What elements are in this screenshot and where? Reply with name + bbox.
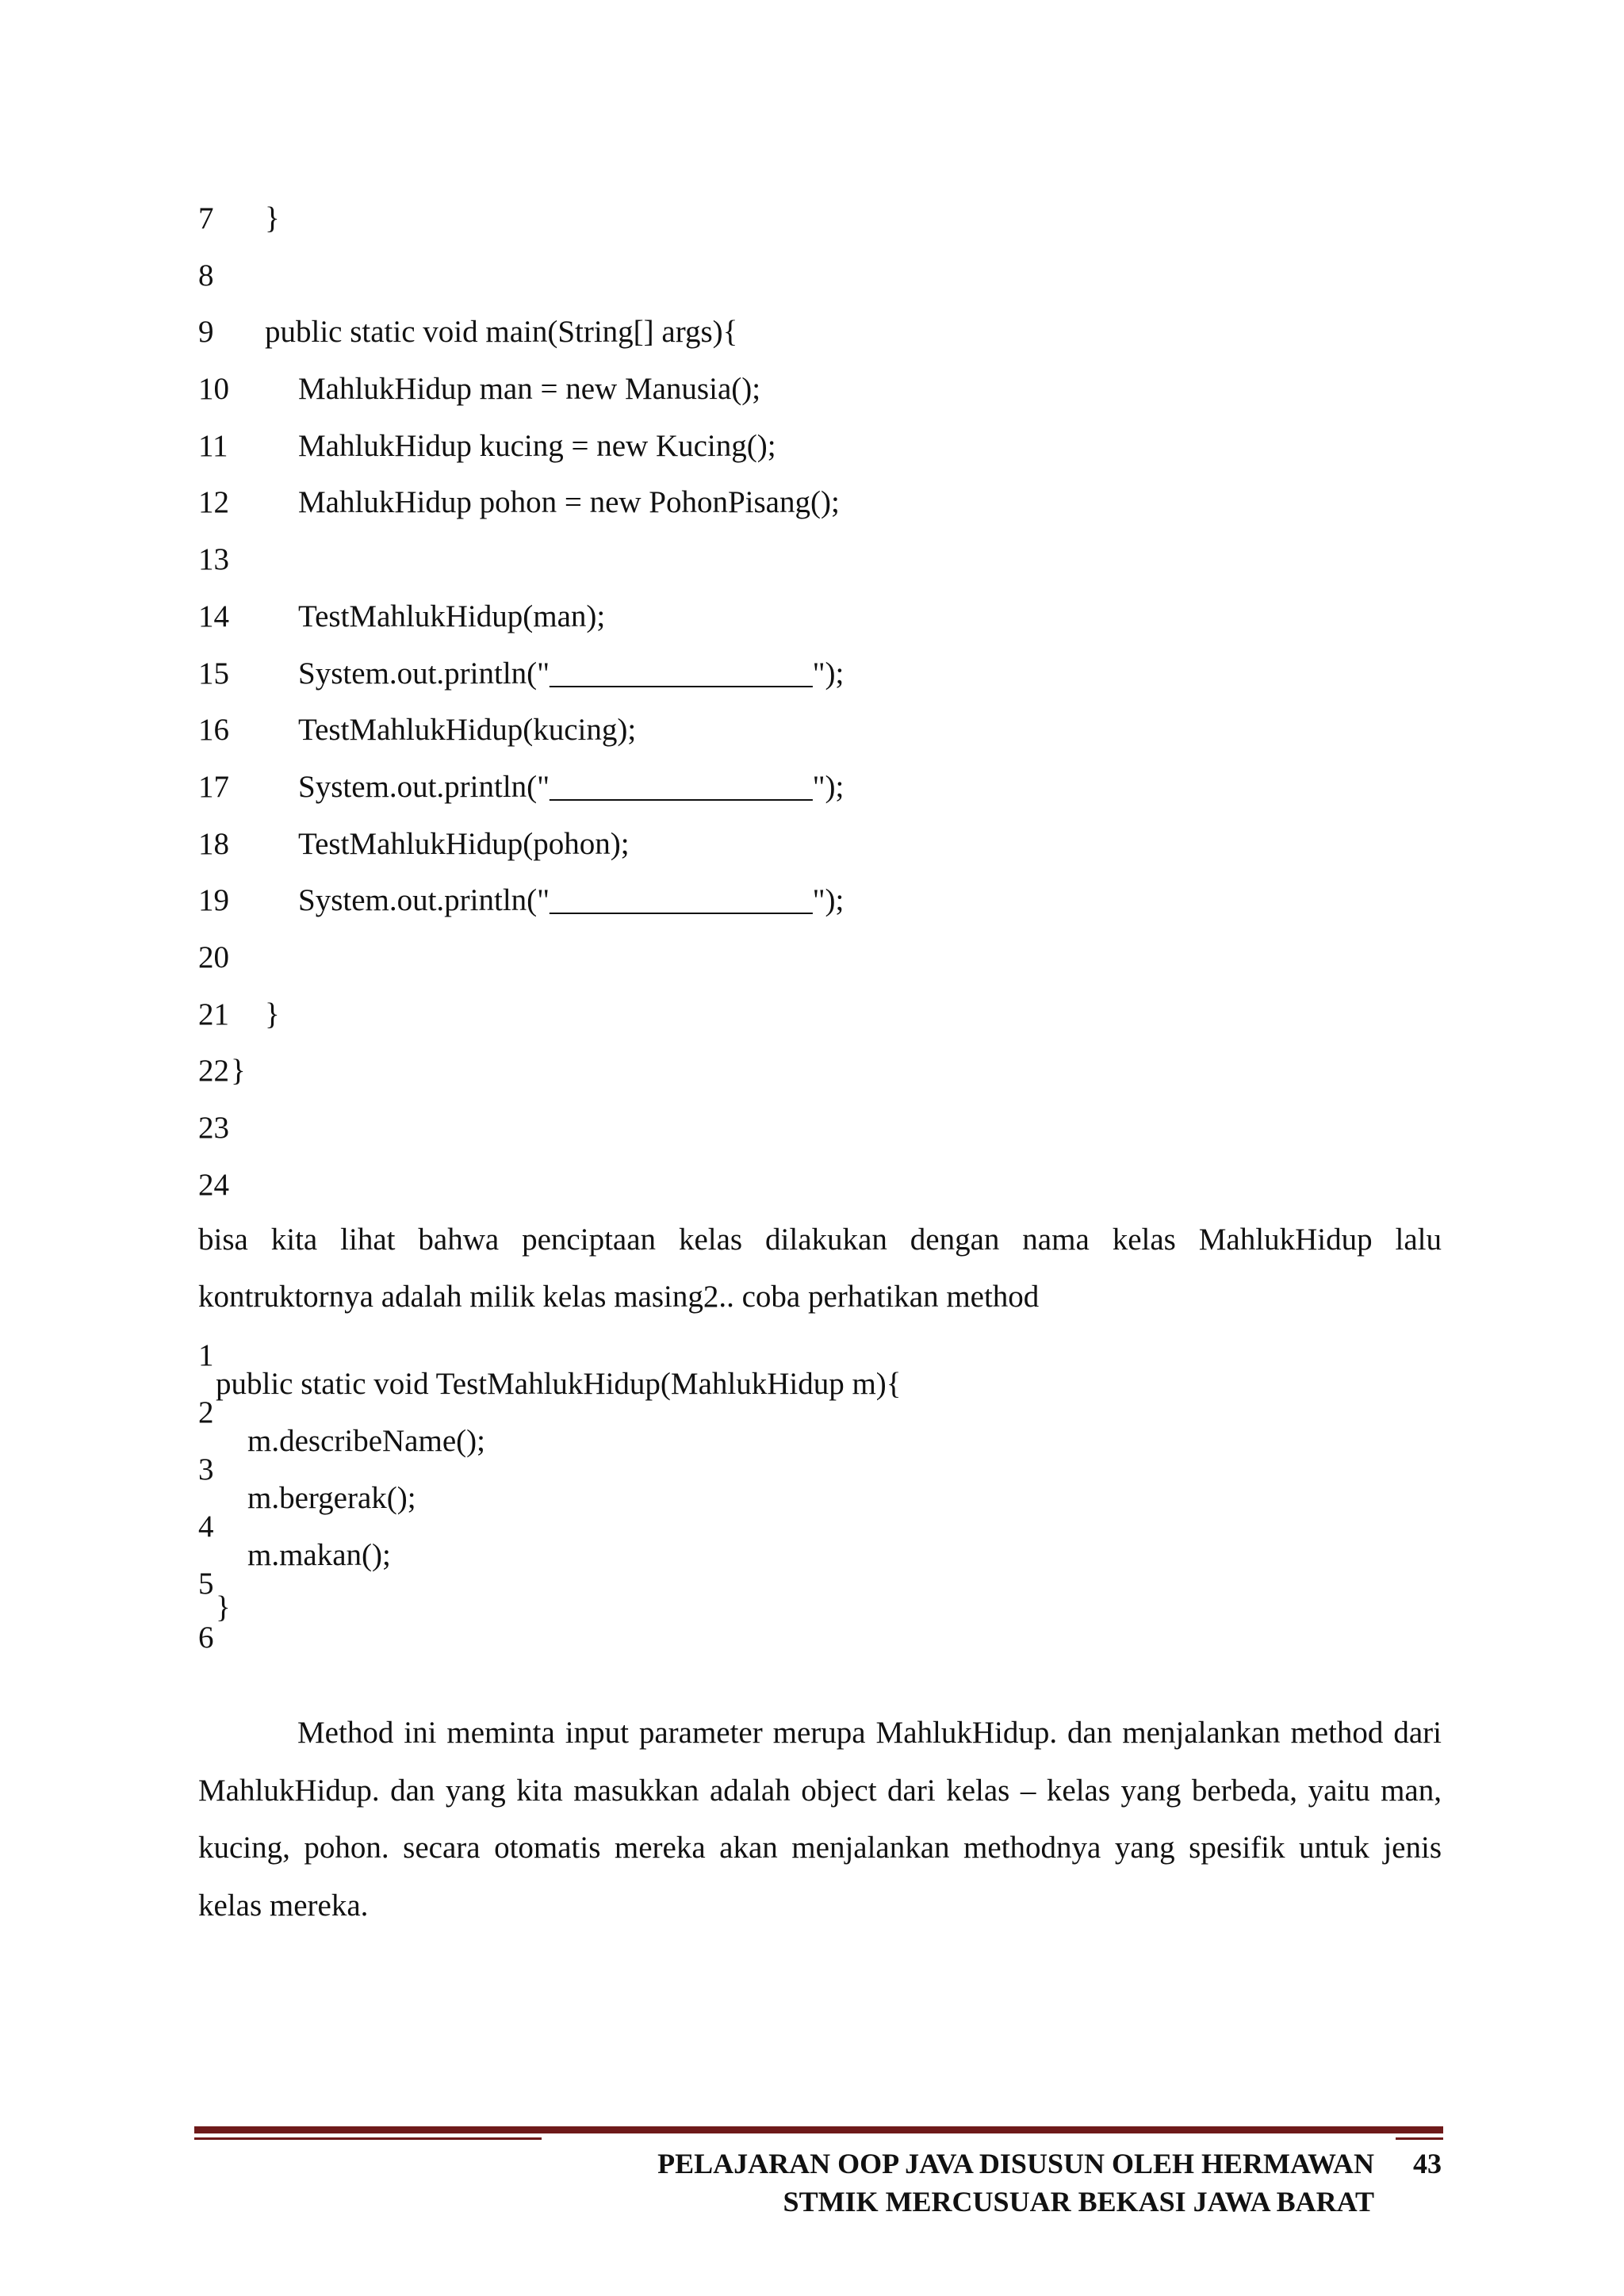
line-number: 3 xyxy=(198,1452,214,1487)
code-line xyxy=(198,702,1435,759)
footer-institution: STMIK MERCUSUAR BEKASI JAWA BARAT xyxy=(783,2186,1374,2218)
code-text: MahlukHidup kucing = new Kucing(); xyxy=(298,428,776,463)
page-number: 43 xyxy=(1413,2148,1442,2179)
line-number: 22 xyxy=(198,1054,229,1089)
line-number: 8 xyxy=(198,258,214,293)
line-number: 18 xyxy=(198,826,229,861)
line-number: 6 xyxy=(198,1621,214,1655)
code-text: m.makan(); xyxy=(247,1538,391,1572)
code-line xyxy=(198,759,1435,816)
code-text: } xyxy=(265,201,280,235)
code-line xyxy=(198,645,1435,702)
code-line xyxy=(198,304,1435,361)
footer-title-text: PELAJARAN OOP JAVA DISUSUN OLEH HERMAWAN xyxy=(657,2148,1374,2179)
line-number: 17 xyxy=(198,769,229,804)
code-line xyxy=(198,816,1435,873)
code-text: TestMahlukHidup(man); xyxy=(298,599,606,633)
code-text: MahlukHidup man = new Manusia(); xyxy=(298,372,761,407)
line-number: 4 xyxy=(198,1510,214,1544)
line-number: 20 xyxy=(198,939,229,974)
code-line xyxy=(198,418,1435,475)
line-number: 14 xyxy=(198,599,229,633)
line-number: 19 xyxy=(198,883,229,918)
code-line xyxy=(198,190,1435,247)
code-line xyxy=(198,1043,1435,1100)
code-line xyxy=(198,929,1435,986)
code-text: TestMahlukHidup(pohon); xyxy=(298,826,630,861)
code-text: System.out.println("_________________"); xyxy=(298,883,845,918)
line-number: 9 xyxy=(198,315,214,350)
footer-rule-thin-left xyxy=(194,2137,542,2140)
code-line xyxy=(198,531,1435,588)
line-number: 5 xyxy=(198,1567,214,1601)
code-line xyxy=(198,1157,1435,1214)
code-line xyxy=(198,588,1435,645)
line-number: 23 xyxy=(198,1111,229,1145)
code-text: } xyxy=(216,1590,231,1624)
line-number: 24 xyxy=(198,1167,229,1202)
code-line xyxy=(198,986,1435,1043)
code-line xyxy=(198,247,1435,304)
footer-rule-thick xyxy=(194,2126,1443,2133)
code-text: m.describeName(); xyxy=(247,1424,485,1458)
paragraph-method-description: Method ini meminta input parameter merupa MahlukHidup. dan menjalankan method dari MahlukHidup. dan yang kita masukkan adalah object dari kelas – kelas yang berbeda, yaitu man, kucing, pohon. secara otomatis mereka akan menjalankan methodnya yang spesifik untuk jenis kelas mereka. xyxy=(198,1716,1442,1923)
code-line xyxy=(198,474,1435,531)
code-line xyxy=(198,872,1435,929)
line-number: 12 xyxy=(198,485,229,520)
code-line xyxy=(198,361,1435,418)
code-text: public static void TestMahlukHidup(MahlukHidup m){ xyxy=(216,1367,902,1401)
line-number: 11 xyxy=(198,428,228,463)
code-text: } xyxy=(231,1054,246,1089)
code-text: MahlukHidup pohon = new PohonPisang(); xyxy=(298,485,840,520)
line-number: 15 xyxy=(198,656,229,691)
code-text: System.out.println("_________________"); xyxy=(298,656,845,691)
line-number: 7 xyxy=(198,201,214,235)
footer-title xyxy=(657,2145,1442,2183)
code-text: } xyxy=(265,997,280,1031)
code-text: m.bergerak(); xyxy=(247,1481,416,1515)
code-listing-method xyxy=(198,1332,1435,1665)
line-number: 13 xyxy=(198,542,229,577)
line-number: 1 xyxy=(198,1338,214,1372)
line-number: 16 xyxy=(198,713,229,748)
code-line xyxy=(198,1100,1435,1157)
footer-rule-thin-right xyxy=(1396,2137,1443,2140)
line-number: 21 xyxy=(198,997,229,1031)
paragraph-explanation: bisa kita lihat bahwa penciptaan kelas dilakukan dengan nama kelas MahlukHidup lalu kontruktornya adalah milik kelas masing2.. coba perhatikan method xyxy=(198,1223,1442,1314)
code-text: TestMahlukHidup(kucing); xyxy=(298,713,637,748)
footer xyxy=(657,2145,1442,2221)
line-number: 2 xyxy=(198,1395,214,1429)
code-text: System.out.println("_________________"); xyxy=(298,769,845,804)
code-listing-main xyxy=(198,190,1435,1213)
line-number: 10 xyxy=(198,372,229,407)
code-text: public static void main(String[] args){ xyxy=(265,315,738,350)
